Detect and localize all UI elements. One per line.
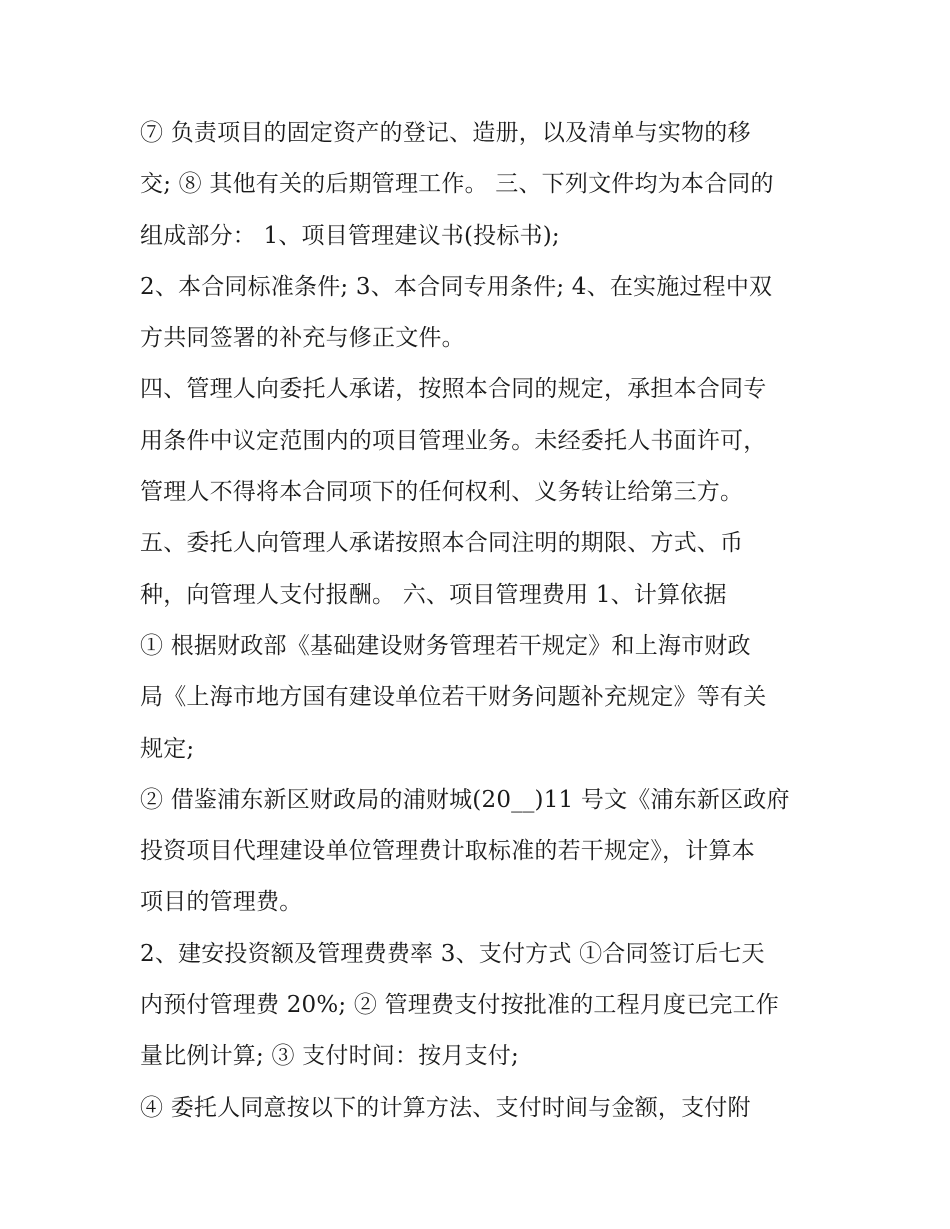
text-line: 组成部分： 1、项目管理建议书(投标书); [140,222,560,249]
text-line: 2、本合同标准条件; 3、本合同专用条件; 4、在实施过程中双 [140,273,773,300]
text-line: 种，向管理人支付报酬。 六、项目管理费用 1、计算依据 [140,581,727,608]
text-line: 五、委托人向管理人承诺按照本合同注明的期限、方式、币 [140,530,744,557]
text-line: 项目的管理费。 [140,889,303,916]
text-line: ② 借鉴浦东新区财政局的浦财城(20__)11 号文《浦东新区政府 [140,786,790,813]
document-body [140,108,820,1134]
text-line: 规定; [140,735,195,762]
text-line: ① 根据财政部《基础建设财务管理若干规定》和上海市财政 [140,632,751,659]
text-line: 投资项目代理建设单位管理费计取标准的若干规定》，计算本 [140,838,755,865]
text-line: 用条件中议定范围内的项目管理业务。未经委托人书面许可， [140,427,767,454]
text-line: 内预付管理费 20%; ② 管理费支付按批准的工程月度已完工作 [140,992,780,1019]
text-line: 四、管理人向委托人承诺，按照本合同的规定，承担本合同专 [140,376,767,403]
text-line: 量比例计算; ③ 支付时间：按月支付; [140,1043,519,1070]
text-line: ④ 委托人同意按以下的计算方法、支付时间与金额，支付附 [140,1094,751,1121]
text-line: 局《上海市地方国有建设单位若干财务问题补充规定》等有关 [140,684,767,711]
text-line: 方共同签署的补充与修正文件。 [140,325,465,352]
text-line: ⑦ 负责项目的固定资产的登记、造册，以及清单与实物的移 [140,120,751,146]
text-line: 2、建安投资额及管理费费率 3、支付方式 ①合同签订后七天 [140,940,765,967]
text-line: 交; ⑧ 其他有关的后期管理工作。 三、下列文件均为本合同的 [140,171,774,198]
text-line: 管理人不得将本合同项下的任何权利、义务转让给第三方。 [140,479,744,506]
